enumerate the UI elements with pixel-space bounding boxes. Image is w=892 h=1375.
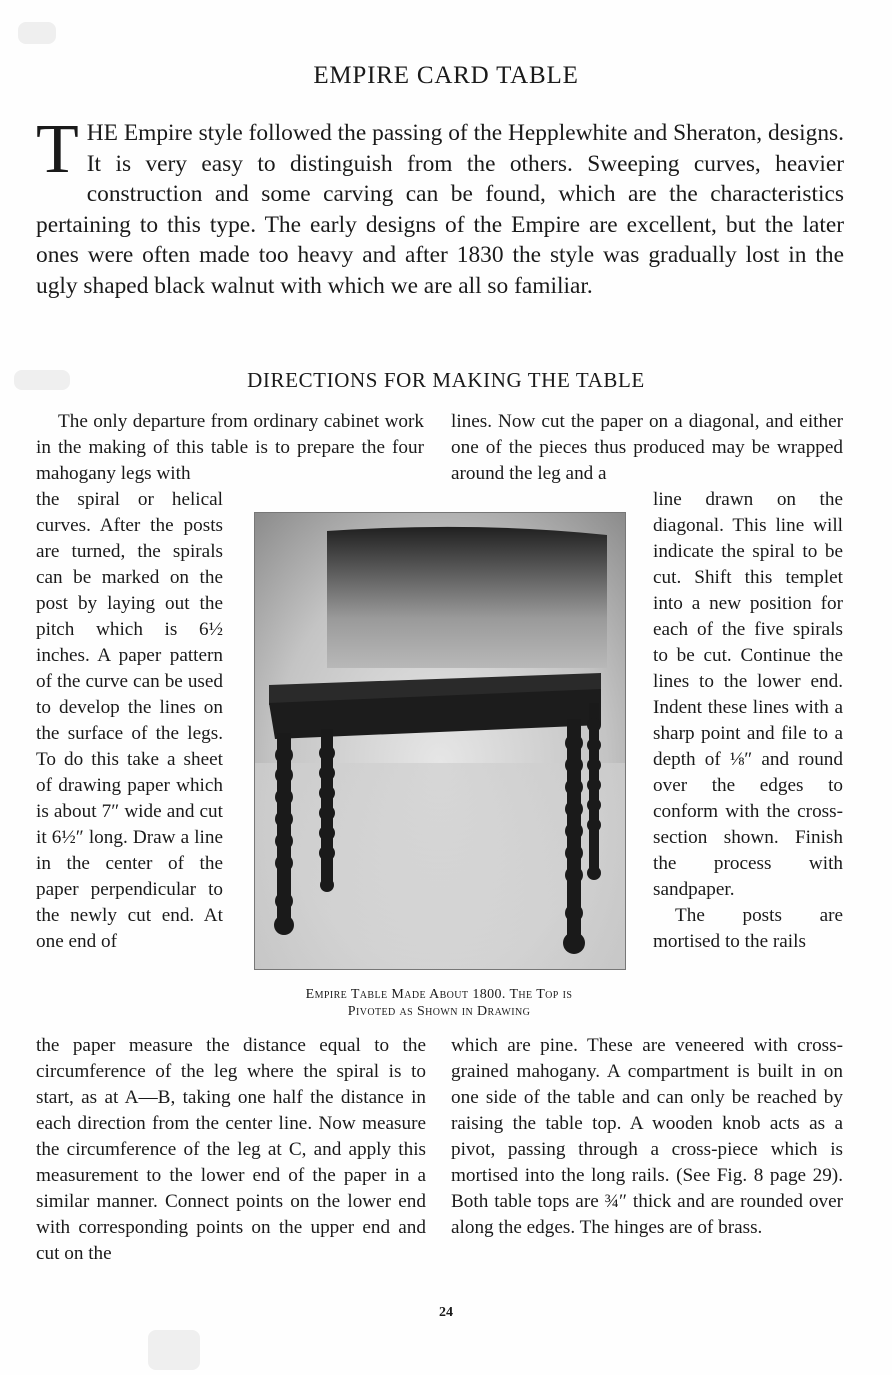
scan-smudge — [18, 22, 56, 44]
column-right-bottom — [451, 1033, 843, 1241]
empire-card-table-photo — [254, 512, 626, 970]
table-photo-drawing — [255, 513, 625, 969]
column-right-wrap — [653, 487, 843, 955]
paragraph-text: The posts are mortised to the rails — [653, 905, 843, 952]
intro-paragraph — [36, 111, 844, 301]
page-number: 24 — [439, 1305, 453, 1320]
page-title: EMPIRE CARD TABLE — [313, 62, 579, 89]
column-left-bottom — [36, 1033, 426, 1267]
paragraph-text: The only departure from ordinary cabinet work in the making of this table is to prepare the four mahogany legs with — [36, 411, 424, 484]
paragraph-text: line drawn on the diagonal. This line will indicate the spiral to be cut. Shift this templet into a new position for each of the five spirals to be cut. Continue the lines to the lower end. Indent these lines with a sharp point and file to a depth of ⅛″ and round over the edges to conform with the cross-section shown. Finish the process with sandpaper. — [653, 489, 843, 900]
column-left-top — [36, 409, 424, 487]
paragraph-text: which are pine. These are veneered with cross-grained mahogany. A compartment is built in on one side of the table and can only be reached by raising the table top. A wooden knob acts as a pivot, passing through a cross-piece which is mortised into the long rails. (See Fig. 8 page 29). Both table tops are ¾″ thick and are rounded over along the edges. The hinges are of brass. — [451, 1035, 843, 1238]
caption-line: Pivoted as Shown in Drawing — [347, 1004, 531, 1019]
column-left-wrap — [36, 487, 223, 955]
scan-smudge — [148, 1330, 200, 1370]
table-top-raised-leaf — [327, 527, 607, 668]
paragraph-text: lines. Now cut the paper on a diagonal, and either one of the pieces thus produced may be wrapped around the leg and a — [451, 411, 843, 484]
caption-line: Empire Table Made About 1800. The Top is — [305, 987, 573, 1002]
section-heading: DIRECTIONS FOR MAKING THE TABLE — [247, 368, 645, 392]
column-right-top — [451, 409, 843, 487]
drop-cap: T — [36, 111, 79, 188]
paragraph-text: the spiral or helical curves. After the posts are turned, the spirals can be marked on the post by laying out the pitch which is 6½ inches. A paper pattern of the curve can be used to develop the lines on the surface of the legs. To do this take a sheet of drawing paper which is about 7″ wide and cut it 6½″ long. Draw a line in the center of the paper perpendicular to the newly cut end. At one end of — [36, 489, 223, 952]
figure-caption — [246, 986, 632, 1020]
intro-text: HE Empire style followed the passing of the Hepplewhite and Sheraton, designs. It is very easy to distinguish from the others. Sweeping curves, heavier construction and some carving can be found, which are the characteristics pertaining to this type. The early designs of the Empire are excellent, but the later ones were often made too heavy and after 1830 the style was gradually lost in the ugly shaped black walnut with which we are all so familiar. — [36, 120, 844, 299]
paragraph-text: the paper measure the distance equal to the circumference of the leg where the spiral is to start, as at A—B, taking one half the distance in each direction from the center line. Now measure the circumference of the leg at C, and apply this measurement to the lower end of the paper in a similar manner. Connect points on the lower end with corresponding points on the upper end and cut on the — [36, 1035, 426, 1264]
